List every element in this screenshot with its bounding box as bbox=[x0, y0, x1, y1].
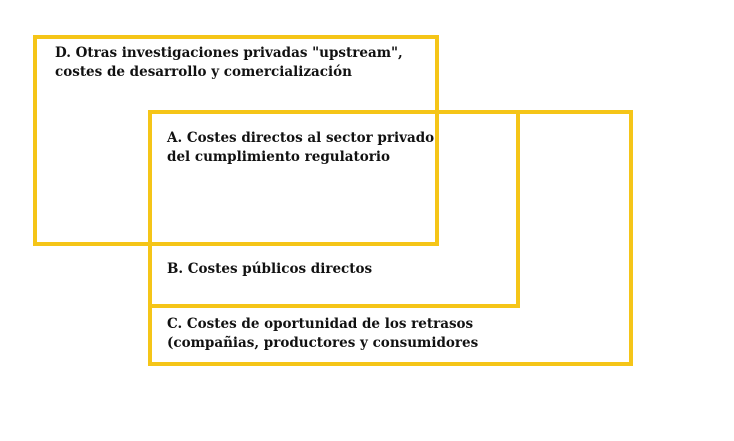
label-d bbox=[55, 44, 403, 82]
label-c-line-2: (compañias, productores y consumidores bbox=[167, 335, 479, 351]
label-b-line-1: B. Costes públicos directos bbox=[167, 261, 373, 277]
label-c bbox=[167, 315, 478, 353]
label-a bbox=[167, 129, 434, 167]
label-a-line-1: A. Costes directos al sector privado bbox=[167, 130, 435, 146]
label-d-line-1: D. Otras investigaciones privadas "upstream", bbox=[55, 45, 403, 61]
label-c-line-1: C. Costes de oportunidad de los retrasos bbox=[167, 316, 474, 332]
label-d-line-2: costes de desarrollo y comercialización bbox=[55, 64, 352, 80]
label-b bbox=[167, 260, 372, 279]
label-a-line-2: del cumplimiento regulatorio bbox=[167, 149, 390, 165]
